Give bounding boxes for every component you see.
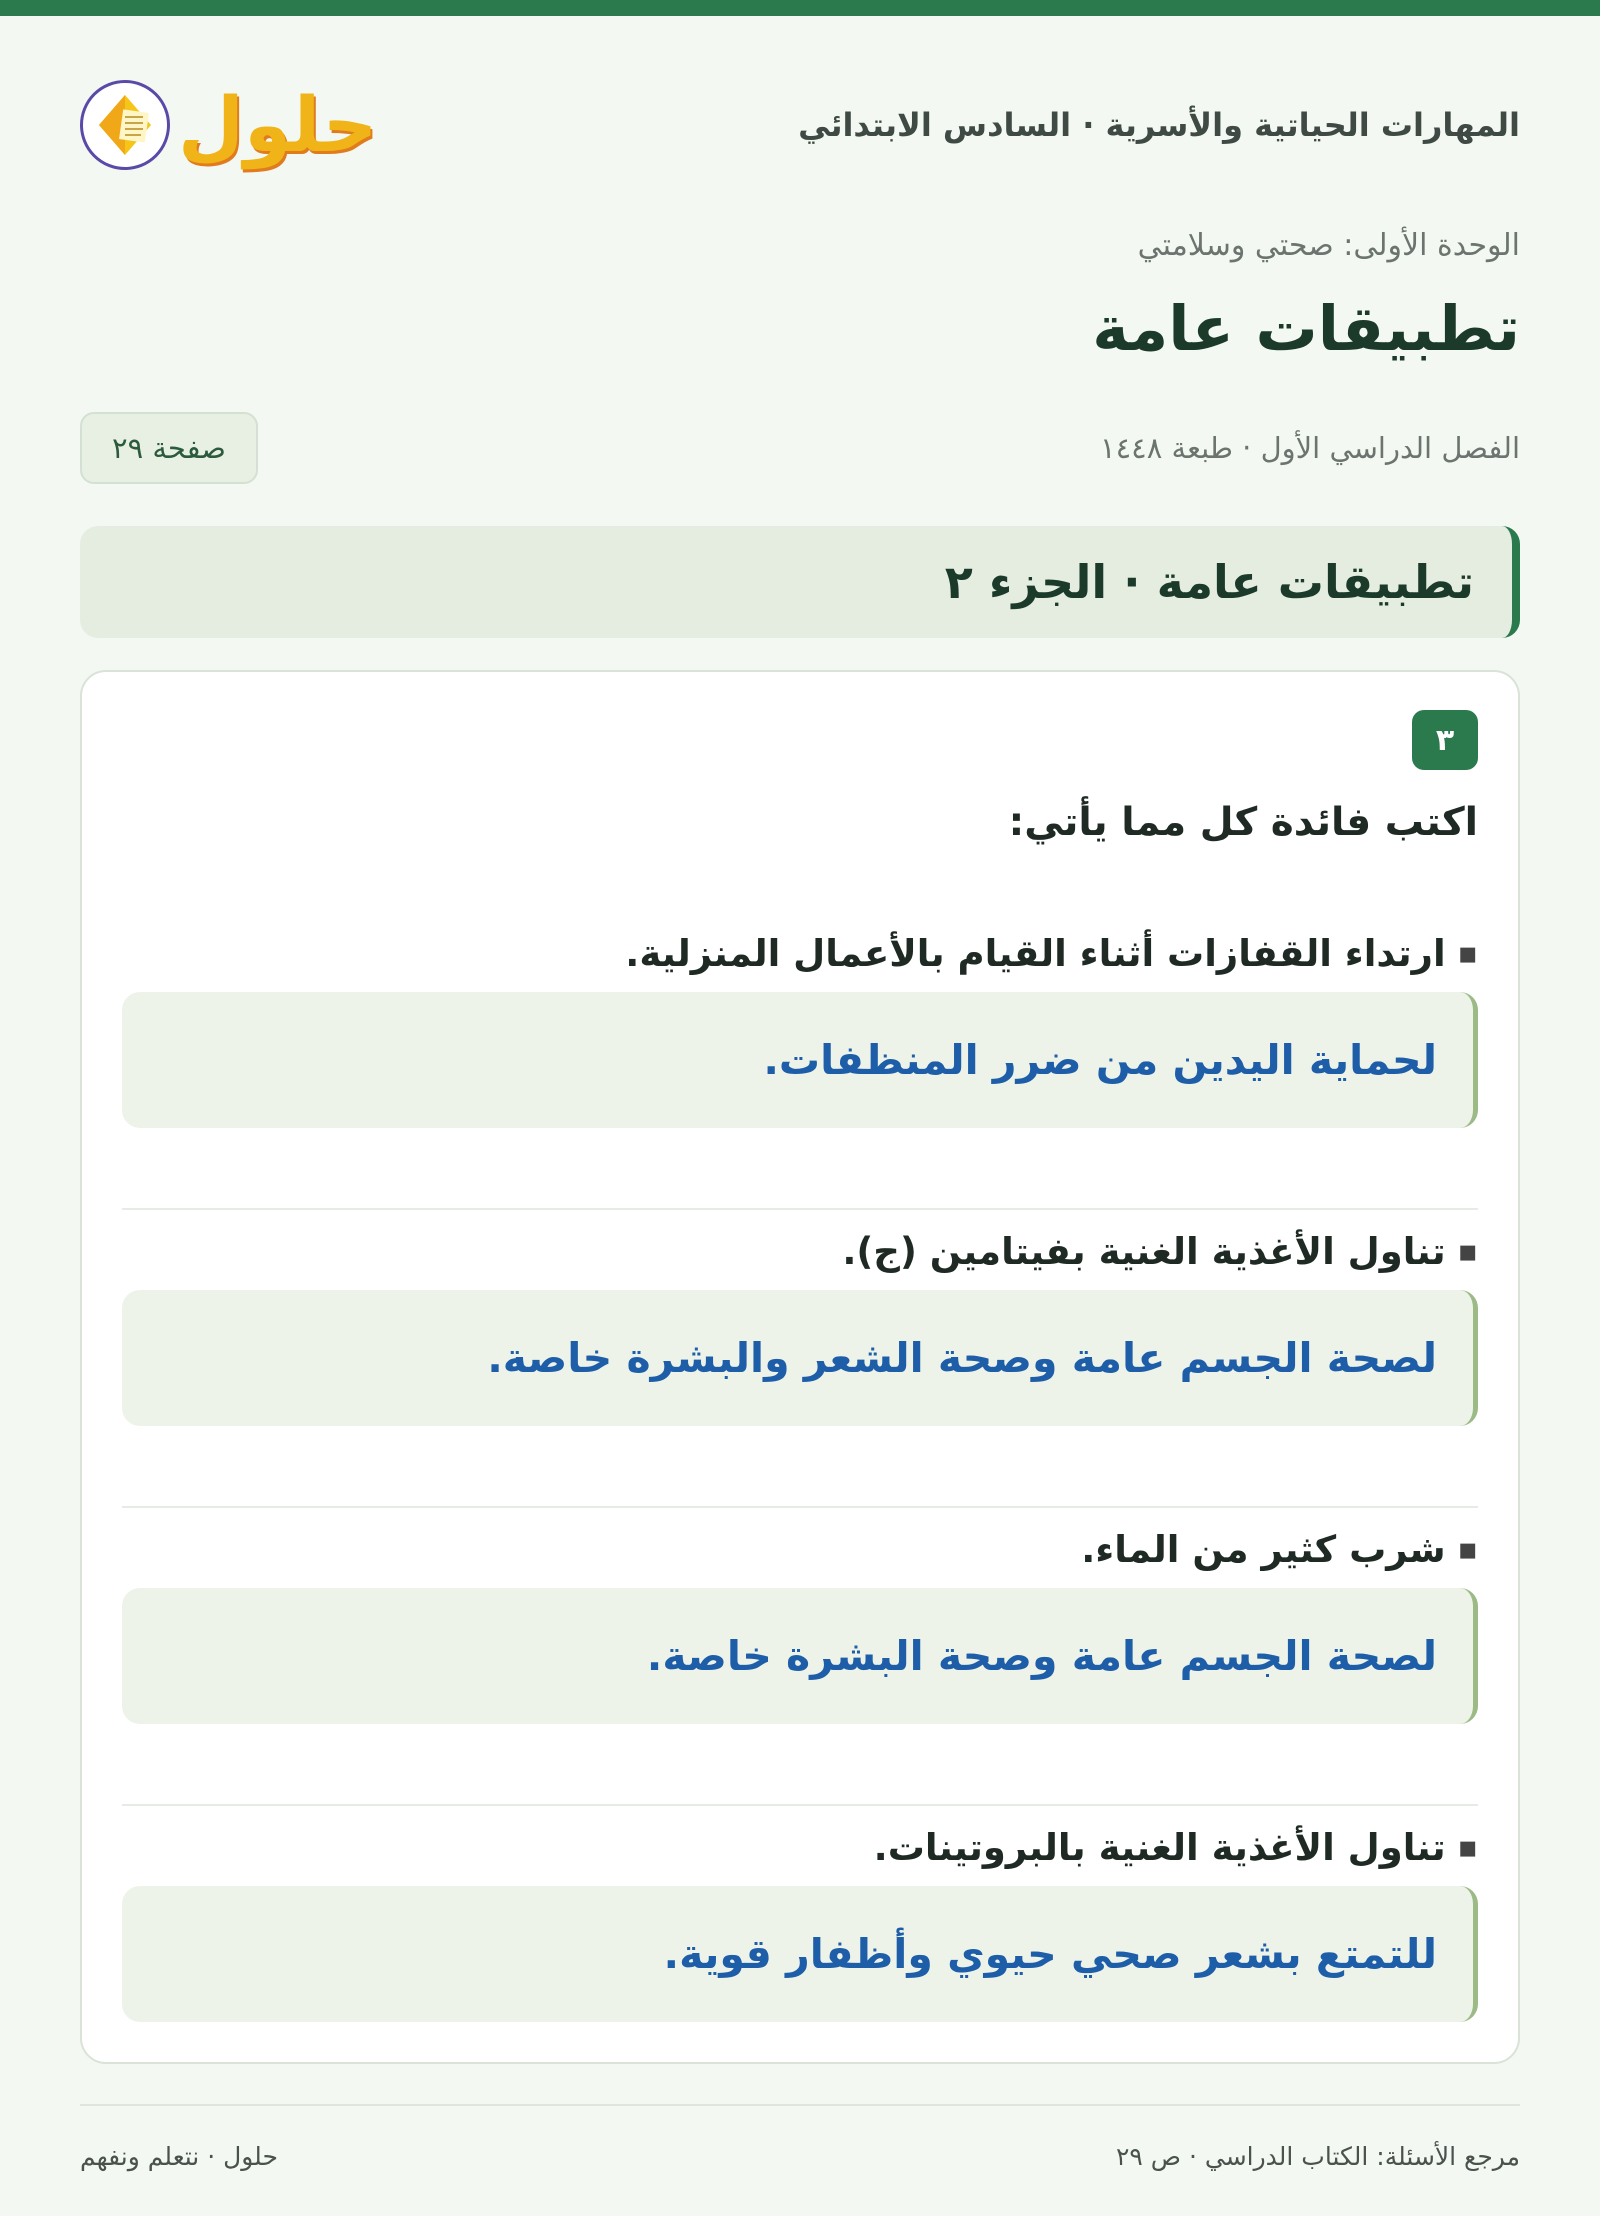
item-question-text: تناول الأغذية الغنية بالبروتينات. bbox=[873, 1826, 1446, 1869]
item-answer: لصحة الجسم عامة وصحة البشرة خاصة. bbox=[122, 1588, 1478, 1724]
item-question-text: تناول الأغذية الغنية بفيتامين (ج). bbox=[842, 1230, 1446, 1273]
semester-info: الفصل الدراسي الأول · طبعة ١٤٤٨ bbox=[1100, 431, 1520, 465]
question-item bbox=[122, 1508, 1478, 1806]
question-item bbox=[122, 912, 1478, 1210]
item-answer: لصحة الجسم عامة وصحة الشعر والبشرة خاصة. bbox=[122, 1290, 1478, 1426]
item-answer: لحماية اليدين من ضرر المنظفات. bbox=[122, 992, 1478, 1128]
unit-label: الوحدة الأولى: صحتي وسلامتي bbox=[1137, 228, 1520, 263]
top-accent-bar bbox=[0, 0, 1600, 16]
meta-row bbox=[80, 412, 1520, 484]
item-question bbox=[625, 932, 1478, 975]
item-question bbox=[874, 1826, 1478, 1869]
logo-wordmark: حلول bbox=[178, 80, 378, 169]
question-number: ٣ bbox=[1412, 710, 1478, 770]
book-icon bbox=[80, 80, 170, 170]
question-instruction: اكتب فائدة كل مما يأتي: bbox=[1008, 800, 1478, 845]
item-question bbox=[842, 1230, 1478, 1273]
footer-reference: مرجع الأسئلة: الكتاب الدراسي · ص ٢٩ bbox=[1115, 2141, 1520, 2171]
bullet-icon: ▪ bbox=[1457, 1532, 1478, 1567]
bullet-icon: ▪ bbox=[1457, 1234, 1478, 1269]
question-item bbox=[122, 1210, 1478, 1508]
item-question bbox=[1081, 1528, 1478, 1571]
page-header bbox=[80, 62, 1520, 188]
footer-divider bbox=[80, 2104, 1520, 2106]
subject-title: المهارات الحياتية والأسرية · السادس الابتدائي bbox=[798, 106, 1520, 144]
page-number-badge: صفحة ٢٩ bbox=[80, 412, 258, 484]
page-title: تطبيقات عامة bbox=[1092, 292, 1520, 365]
site-logo[interactable] bbox=[80, 80, 377, 170]
item-question-text: ارتداء القفازات أثناء القيام بالأعمال المنزلية. bbox=[625, 932, 1446, 975]
item-answer: للتمتع بشعر صحي حيوي وأظفار قوية. bbox=[122, 1886, 1478, 2022]
item-question-text: شرب كثير من الماء. bbox=[1081, 1528, 1446, 1571]
question-card bbox=[80, 670, 1520, 2064]
bullet-icon: ▪ bbox=[1457, 1830, 1478, 1865]
page-footer bbox=[80, 2136, 1520, 2176]
section-banner: تطبيقات عامة · الجزء ٢ bbox=[80, 526, 1520, 638]
question-item bbox=[122, 1806, 1478, 2046]
bullet-icon: ▪ bbox=[1457, 936, 1478, 971]
footer-brand[interactable]: حلول · نتعلم ونفهم bbox=[80, 2141, 278, 2171]
